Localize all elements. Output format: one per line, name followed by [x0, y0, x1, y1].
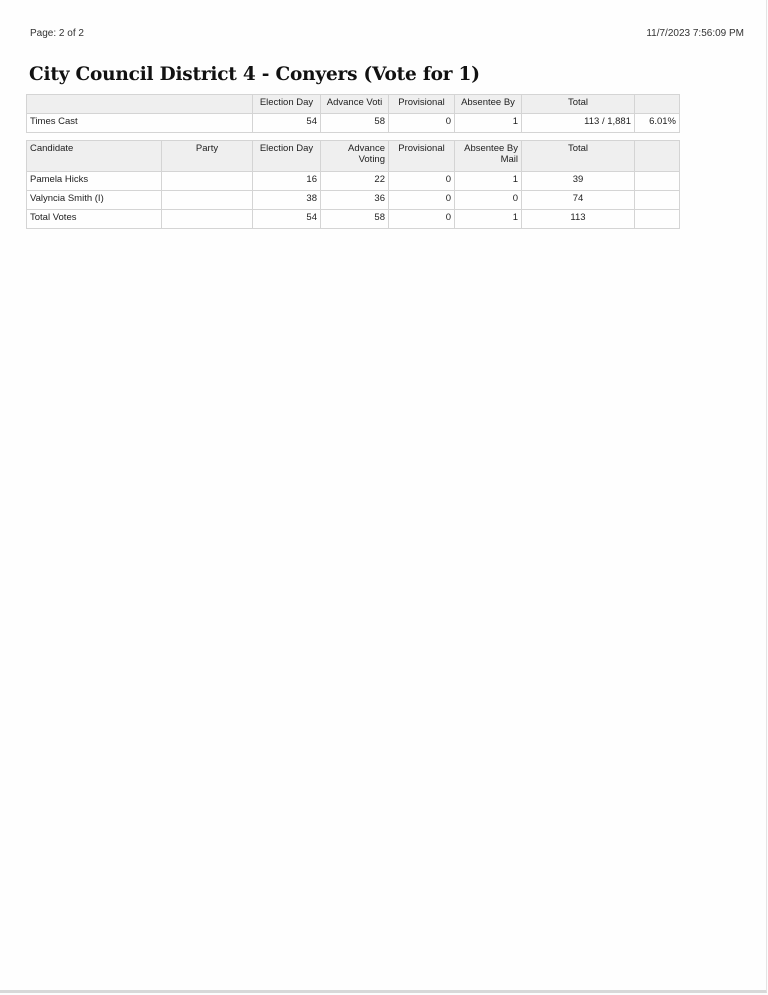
provisional-votes: 0: [389, 210, 455, 229]
times-cast-advance-voting: 58: [321, 114, 389, 133]
times-cast-table: [26, 94, 680, 133]
results-header-row: [27, 141, 680, 172]
advance-voting-votes: 22: [321, 172, 389, 191]
total-votes: 74: [522, 191, 635, 210]
advance-voting-votes: 36: [321, 191, 389, 210]
contest-title: City Council District 4 - Conyers (Vote for 1): [29, 64, 480, 85]
candidate-party: [162, 172, 253, 191]
times-cast-election-day: 54: [253, 114, 321, 133]
header-blank-cell: [635, 141, 680, 172]
times-cast-header-row: [27, 95, 680, 114]
total-votes: 113: [522, 210, 635, 229]
candidate-name: Pamela Hicks: [27, 172, 162, 191]
election-day-votes: 16: [253, 172, 321, 191]
total-votes: 39: [522, 172, 635, 191]
page-number: Page: 2 of 2: [30, 28, 84, 39]
election-day-votes: 38: [253, 191, 321, 210]
times-cast-row: [27, 114, 680, 133]
col-candidate: Candidate: [27, 141, 162, 172]
col-advance-voting: Advance Voti: [321, 95, 389, 114]
candidate-party: [162, 191, 253, 210]
col-total: Total: [522, 95, 635, 114]
col-provisional: Provisional: [389, 95, 455, 114]
blank-cell: [635, 172, 680, 191]
times-cast-turnout: 6.01%: [635, 114, 680, 133]
col-election-day: Election Day: [253, 95, 321, 114]
provisional-votes: 0: [389, 172, 455, 191]
col-election-day: Election Day: [253, 141, 321, 172]
table-row: [27, 191, 680, 210]
provisional-votes: 0: [389, 191, 455, 210]
col-total: Total: [522, 141, 635, 172]
blank-cell: [635, 210, 680, 229]
candidate-name: Total Votes: [27, 210, 162, 229]
blank-cell: [635, 191, 680, 210]
col-absentee: Absentee By Mail: [455, 141, 522, 172]
table-row: [27, 172, 680, 191]
absentee-votes: 1: [455, 172, 522, 191]
candidate-party: [162, 210, 253, 229]
col-advance-voting: Advance Voting: [321, 141, 389, 172]
candidate-name: Valyncia Smith (I): [27, 191, 162, 210]
times-cast-absentee: 1: [455, 114, 522, 133]
col-absentee: Absentee By: [455, 95, 522, 114]
candidate-results-table: [26, 140, 680, 229]
report-timestamp: 11/7/2023 7:56:09 PM: [646, 28, 744, 39]
times-cast-provisional: 0: [389, 114, 455, 133]
election-day-votes: 54: [253, 210, 321, 229]
absentee-votes: 0: [455, 191, 522, 210]
col-provisional: Provisional: [389, 141, 455, 172]
times-cast-label: Times Cast: [27, 114, 253, 133]
advance-voting-votes: 58: [321, 210, 389, 229]
header-blank-cell: [27, 95, 253, 114]
times-cast-total: 113 / 1,881: [522, 114, 635, 133]
absentee-votes: 1: [455, 210, 522, 229]
col-party: Party: [162, 141, 253, 172]
header-blank-cell: [635, 95, 680, 114]
table-row: [27, 210, 680, 229]
